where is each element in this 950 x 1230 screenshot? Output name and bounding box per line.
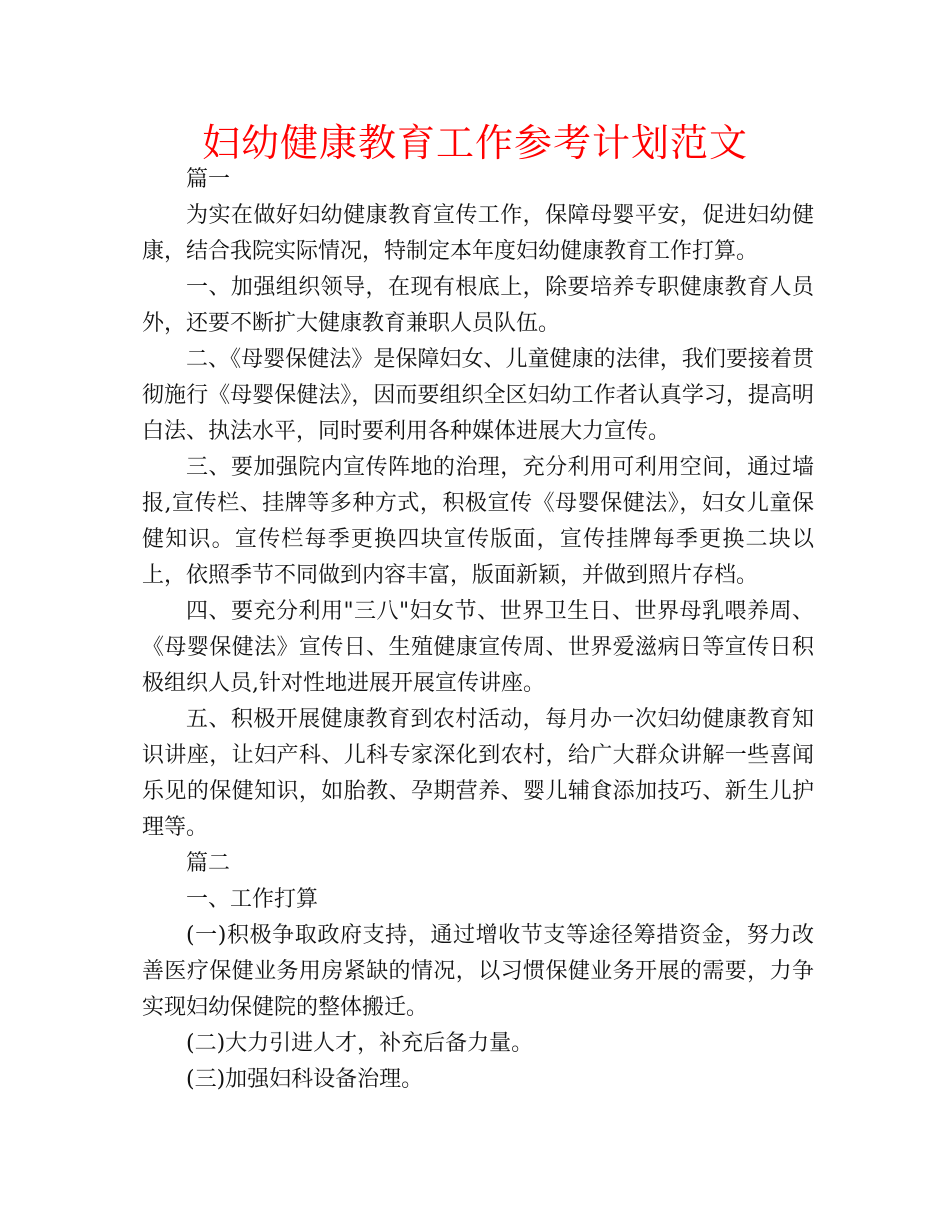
section-heading-1: 篇一	[186, 167, 231, 192]
plan-item-2: (二)大力引进人才，补充后备力量。	[186, 1031, 534, 1056]
paragraph-item-4: 四、要充分利用"三八"妇女节、世界卫生日、世界母乳喂养周、《母婴保健法》宣传日、生殖健康宣传周、世界爱滋病日等宣传日积极组织人员,针对性地进展开展宣传讲座。	[142, 599, 814, 696]
paragraph-item-2: 二、《母婴保健法》是保障妇女、儿童健康的法律，我们要接着贯彻施行《母婴保健法》，因而要组织全区妇幼工作者认真学习，提高明白法、执法水平，同时要利用各种媒体进展大力宣传。	[142, 347, 814, 444]
document-title: 妇幼健康教育工作参考计划范文	[201, 121, 748, 165]
paragraph-item-3: 三、要加强院内宣传阵地的治理，充分利用可利用空间，通过墙报,宣传栏、挂牌等多种方式，积极宣传《母婴保健法》，妇女儿童保健知识。宣传栏每季更换四块宣传版面，宣传挂牌每季更换二块以上，依照季节不同做到内容丰富，版面新颖，并做到照片存档。	[142, 455, 814, 588]
section-heading-2: 篇二	[186, 851, 231, 876]
paragraph-item-1: 一、加强组织领导，在现有根底上，除要培养专职健康教育人员外，还要不断扩大健康教育兼职人员队伍。	[142, 275, 814, 336]
plan-item-1: (一)积极争取政府支持，通过增收节支等途径筹措资金，努力改善医疗保健业务用房紧缺的情况，以习惯保健业务开展的需要，力争实现妇幼保健院的整体搬迁。	[142, 923, 814, 1020]
document-body	[142, 162, 814, 1098]
plan-item-3: (三)加强妇科设备治理。	[186, 1067, 424, 1092]
subsection-heading: 一、工作打算	[186, 887, 319, 912]
paragraph-item-5: 五、积极开展健康教育到农村活动，每月办一次妇幼健康教育知识讲座，让妇产科、儿科专家深化到农村，给广大群众讲解一些喜闻乐见的保健知识，如胎教、孕期营养、婴儿辅食添加技巧、新生儿护理等。	[142, 707, 814, 840]
paragraph-intro: 为实在做好妇幼健康教育宣传工作，保障母婴平安，促进妇幼健康，结合我院实际情况，特制定本年度妇幼健康教育工作打算。	[142, 203, 814, 264]
